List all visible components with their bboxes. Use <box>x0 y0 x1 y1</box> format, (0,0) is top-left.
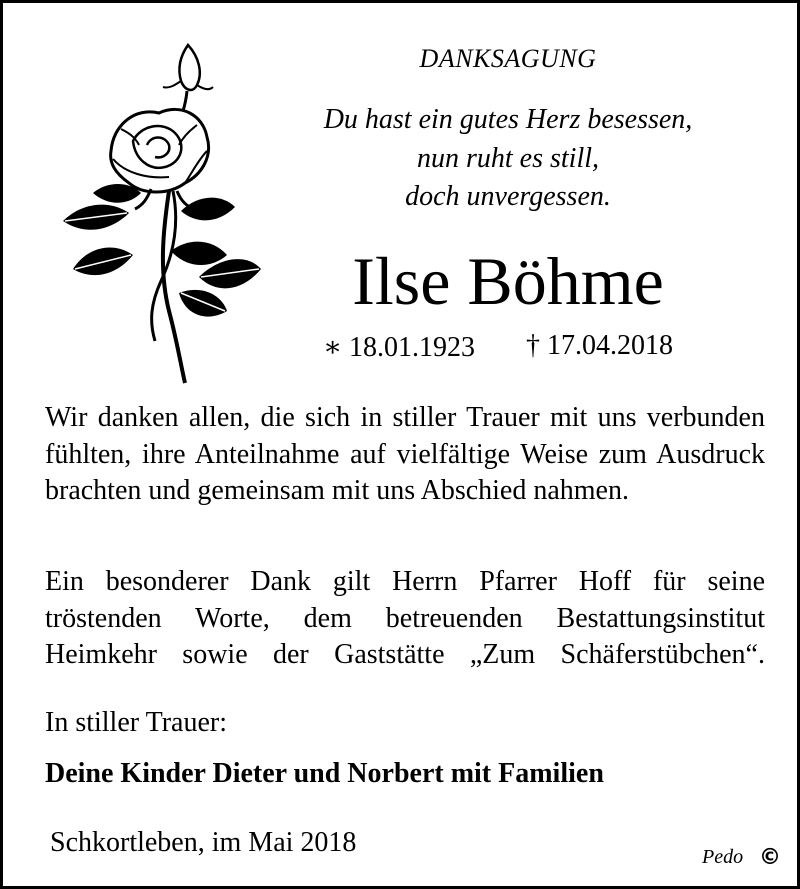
place-date: Schkortleben, im Mai 2018 <box>50 827 357 858</box>
deceased-name: Ilse Böhme <box>352 243 664 319</box>
rose-icon <box>51 41 261 386</box>
death-date-value: 17.04.2018 <box>547 330 673 361</box>
verse-line: doch unvergessen. <box>405 181 611 212</box>
publisher-mark: Pedo <box>702 846 744 868</box>
birth-star-icon: ∗ <box>323 332 343 363</box>
thanks-paragraph: Wir danken allen, die sich in stiller Trauer mit uns verbunden fühlten, ihre Anteilnahme auf vielfältige Weise zum Ausdruck brachten und gemeinsam mit uns Abschied nahmen. <box>45 402 765 506</box>
birth-date <box>323 330 475 364</box>
cross-icon: † <box>526 330 540 361</box>
birth-date-value: 18.01.1923 <box>349 332 476 363</box>
heading: DANKSAGUNG <box>419 44 597 73</box>
death-date <box>526 330 673 362</box>
family-signature: Deine Kinder Dieter und Norbert mit Familien <box>45 758 604 789</box>
memorial-verse <box>278 101 738 217</box>
special-thanks-paragraph: Ein besonderer Dank gilt Herrn Pfarrer Hoff für seine tröstenden Worte, dem betreuenden Bestattungsinstitut Heimkehr sowie der Gaststätte „Zum Schäferstübchen“. <box>45 566 765 670</box>
verse-line: nun ruht es still, <box>416 142 599 174</box>
verse-line: Du hast ein gutes Herz besessen, <box>323 104 693 135</box>
copyright-icon: © <box>759 845 781 870</box>
mourning-line: In stiller Trauer: <box>45 707 227 738</box>
